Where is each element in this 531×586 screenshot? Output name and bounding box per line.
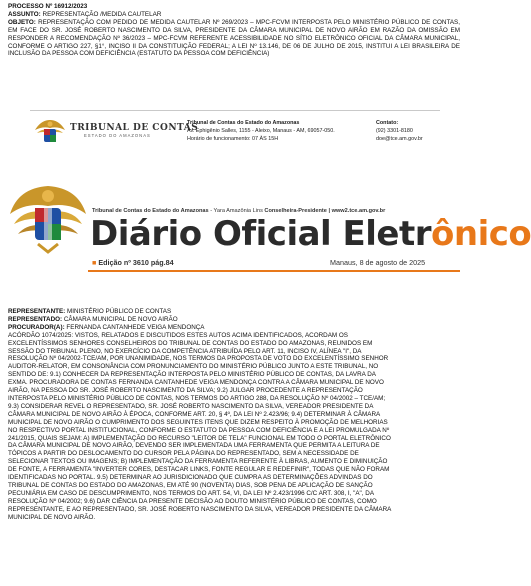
acordao-text: [8, 332, 460, 522]
acordao-line: MUNICIPAL DE NOVO AIRÃO.: [8, 513, 96, 521]
edition-label: ■ Edição nº 3610 pág.84: [92, 258, 174, 267]
tce-logo-text: [70, 123, 198, 138]
tce-logo-subtitle: ESTADO DO AMAZONAS: [84, 133, 151, 138]
acordao-line: TRIBUNAL DE CONTAS DO ESTADO DO AMAZONAS, EM ATÉ 90 (NOVENTA) DIAS, SOB PENA DE APLICAÇÃO DE SANÇÃO: [8, 481, 373, 489]
acordao-line: MUNICIPAL DE NOVO AIRÃO O CUMPRIMENTO DOS SEGUINTES ITENS QUE DIZEM RESPEITO À PROMOÇÃO DE MELHORIAS: [8, 418, 388, 426]
acordao-line: IDENTIFICADAS NO PORTAL. 9.5) DETERMINAR AO JURISDICIONADO QUE CUMPRA AS DETERMINAÇÕES ADVINDAS DO: [8, 474, 373, 482]
acordao-line: PECUNIÁRIA EM CASO DE DESCUMPRIMENTO, NOS TERMOS DO ART. 54, VI, DA LEI Nº 2.423/1996 C/C ART. 308, I, "A", DA: [8, 489, 375, 497]
assunto-line: ASSUNTO: REPRESENTAÇÃO /MEDIDA CAUTELAR: [8, 10, 162, 18]
tce-contact-block: [376, 119, 423, 143]
masthead-orange-rule: [88, 270, 460, 272]
acordao-line: SESSÃO DO TRIBUNAL PLENO, NO EXERCÍCIO DA COMPETÊNCIA ATRIBUÍDA PELO ART. 11, INCISO IV, ALÍNEA "I", DA: [8, 347, 362, 355]
acordao-line: AIRÃO, NA PESSOA DO SR. JOSÉ ROBERTO NASCIMENTO DA SILVA; 9.2) JULGAR PROCEDENTE A REPRESENTAÇÃO: [8, 387, 363, 395]
objeto-line: PÚBLICO DE CONTAS, EM FACE DO SR. JOSÉ ROBERTO NASCIMENTO DA SILVA, PRESIDENTE DA CÂMARA MUNICIPAL DE: [8, 18, 461, 34]
acordao-line: 9.3) CONSIDERAR REVEL O REPRESENTADO, SR. JOSÉ ROBERTO NASCIMENTO DA SILVA, VEREADOR PRESIDENTE DA: [8, 402, 374, 410]
representante-line: REPRESENTANTE: MINISTÉRIO PÚBLICO DE CONTAS: [8, 308, 172, 315]
acordao-line: AUDITOR-RELATOR, EM CONSONÂNCIA COM PRONUNCIAMENTO DO MINISTÉRIO PÚBLICO JUNTO A ESTE TRIBUNAL, NO: [8, 363, 379, 371]
acordao-line: TÓPICOS A PARTIR DO DESLOCAMENTO DO CURSOR PELA PÁGINA DO REPRESENTADO, SEM A NECESSIDADE DE: [8, 450, 359, 458]
email-address: doe@tce.am.gov.br: [376, 136, 423, 142]
edition-bullet-icon: ■: [92, 258, 97, 267]
phone-number: (92) 3301-8180: [376, 128, 413, 134]
tce-crest-icon: [33, 116, 67, 146]
objeto-line: ACESSIBILIDADE NO SÍTIO ELETRÔNICO OFICIAL DA CÂMARA MUNICIPAL, CONFORME O ARTIGO 227, §1°, INCISO II DA: [8, 34, 461, 50]
acordao-line: INTERPOSTA PELO MINISTÉRIO PÚBLICO DE CONTAS, NOS TERMOS DO ARTIGO 288, DA RESOLUÇÃO Nº 04/2002 – TCE/AM;: [8, 394, 386, 402]
address-title: Tribunal de Contas do Estado do Amazonas: [187, 120, 300, 126]
objeto-lines: [8, 19, 460, 58]
acordao-line: ACÓRDÃO 1074/2025: VISTOS, RELATADOS E DISCUTIDOS ESTES AUTOS ACIMA IDENTIFICADOS, ACORDAM OS: [8, 331, 349, 339]
divider-line: [30, 110, 440, 111]
tce-address-block: [187, 119, 335, 143]
acordao-line: EXMA. PROCURADORA DE CONTAS FERNANDA CANTANHEDE VEIGA MENDONÇA CONTRA A CÂMARA MUNICIPAL DE NOVO: [8, 379, 384, 387]
objeto-line: CONSTITUIÇÃO FEDERAL; A LEI Nº 13.146, DE 06 DE JULHO DE 2015, INSTITUI A LEI BRASILEIRA DE INCLUSÃO DA PESSOA: [8, 42, 460, 58]
acordao-line: RESOLUÇÃO Nº 04/2002; 9.6) DAR CIÊNCIA DA PRESENTE DECISÃO AO DOUTO MINISTÉRIO PÚBLICO DE CONTAS, COMO: [8, 497, 377, 505]
acordao-line: CÂMARA MUNICIPAL DE NOVO AIRÃO À ÉPOCA, CONFORME ART. 20, § 4º, DA LEI Nº 2.423/96; 9.4) DETERMINAR À CÂMARA: [8, 410, 381, 418]
procurador-line: PROCURADOR(A): FERNANDA CANTANHEDE VEIGA MENDONÇA: [8, 323, 205, 331]
hours-line: Horário de funcionamento: 07 ÀS 15H: [187, 136, 279, 142]
acordao-line: SENTIDO DE: 9.1) CONHECER DA REPRESENTAÇÃO INTERPOSTA PELO MINISTÉRIO PÚBLICO DE CONTAS, DA LAVRA DA: [8, 371, 376, 379]
objeto-line: REPRESENTAÇÃO COM PEDIDO DE MEDIDA CAUTELAR Nº 269/2023 – MPC-FCVM INTERPOSTA PELO MINISTÉRIO: [38, 18, 392, 26]
acordao-line: DE FONTE, A FERRAMENTA "INVERTER CORES, DESTACAR LINKS, FONTE REGULAR E REDEFINIR", TODAS QUE NÃO FORAM: [8, 466, 390, 474]
acordao-line: EXCELENTÍSSIMOS SENHORES CONSELHEIROS DO TRIBUNAL DE CONTAS DO ESTADO DO AMAZONAS, REUNIDOS EM: [8, 339, 373, 347]
acordao-line: DA CÂMARA MUNICIPAL DE NOVO AIRÃO, DEVENDO SER IMPLEMENTADA UMA FERRAMENTA QUE PERMITA A LEITURA DE: [8, 442, 380, 450]
tce-masthead-crest-icon: [8, 178, 88, 256]
objeto-line: COM DEFICIÊNCIA (ESTATUTO DA PESSOA COM DEFICIÊNCIA): [79, 50, 270, 58]
masthead-top-line: Tribunal de Contas do Estado do Amazonas - Yara Amazônia Lins Conselheira-Presidente | www2.tce.am.gov.br: [92, 208, 386, 214]
contact-title: Contato:: [376, 120, 399, 126]
acordao-line: NO RESPECTIVO PORTAL INSTITUCIONAL, CONFORME O ESTATUTO DA PESSOA COM DEFICIÊNCIA E A LEI PROMULGADA Nº: [8, 426, 390, 434]
acordao-line: 241/2015, QUAIS SEJAM: A) IMPLEMENTAÇÃO DO RECURSO "LEITOR DE TELA" FUNCIONAL EM TODO O PORTAL ELETRÔNICO: [8, 434, 391, 442]
acordao-line: REPRESENTANTE, E AO REPRESENTADO, SR. JOSÉ ROBERTO NASCIMENTO DA SILVA, VEREADOR PRESIDENTE DA CÂMARA: [8, 505, 392, 513]
acordao-line: SELECIONAR TEXTOS OU IMAGENS; B) IMPLEMENTAÇÃO DA FERRAMENTA REFERENTE À LIBRAS, AUMENTO E DIMINUIÇÃO: [8, 458, 388, 466]
objeto-line: NOVO AIRÃO EM RAZÃO DA OMISSÃO EM RESPONDER A RECOMENDAÇÃO Nº 36/2023 – MPC-FCVM REFERENTE: [8, 26, 460, 42]
decision-body: [8, 308, 460, 521]
acordao-line: RESOLUÇÃO Nº 04/2002-TCE/AM, POR UNANIMIDADE, NOS TERMOS DA PROPOSTA DE VOTO DO EXCELENTÍSSIMO SENHOR: [8, 355, 389, 363]
representado-line: REPRESENTADO: CÂMARA MUNICIPAL DE NOVO AIRÃO: [8, 315, 178, 323]
tce-logo-title: TRIBUNAL DE CONTAS: [70, 123, 199, 133]
diario-title: Diário Oficial Eletrônico: [90, 214, 531, 254]
processo-number: PROCESSO Nº 16912/2023: [8, 3, 88, 10]
objeto-text: OBJETO: REPRESENTAÇÃO COM PEDIDO DE MEDIDA CAUTELAR Nº 269/2023 – MPC-FCVM INTERPOSTA PELO MINISTÉRIO PÚBLICO DE CONTAS, EM FACE DO SR. JOSÉ ROBERTO NASCIMENTO DA SILVA, PRESIDENTE DA CÂMARA MUNICIPAL DE NOVO AIRÃO EM RAZÃO DA OMISSÃO EM RESPONDER A RECOMENDAÇÃO Nº 36/2023 – MPC-FCVM REFERENTE ACESSIBILIDADE NO SÍTIO ELETRÔNICO OFICIAL DA CÂMARA MUNICIPAL, CONFORME O ARTIGO 227, §1°, INCISO II DA CONSTITUIÇÃO FEDERAL; A LEI Nº 13.146, DE 06 DE JULHO DE 2015, INSTITUI A LEI BRASILEIRA DE INCLUSÃO DA PESSOA COM DEFICIÊNCIA (ESTATUTO DA PESSOA COM DEFICIÊNCIA): [8, 18, 461, 58]
address-line: Av. Ephigênio Salles, 1155 - Aleixo, Manaus - AM, 69057-050.: [187, 128, 335, 134]
edition-date: Manaus, 8 de agosto de 2025: [330, 258, 426, 267]
process-header: [8, 3, 460, 58]
